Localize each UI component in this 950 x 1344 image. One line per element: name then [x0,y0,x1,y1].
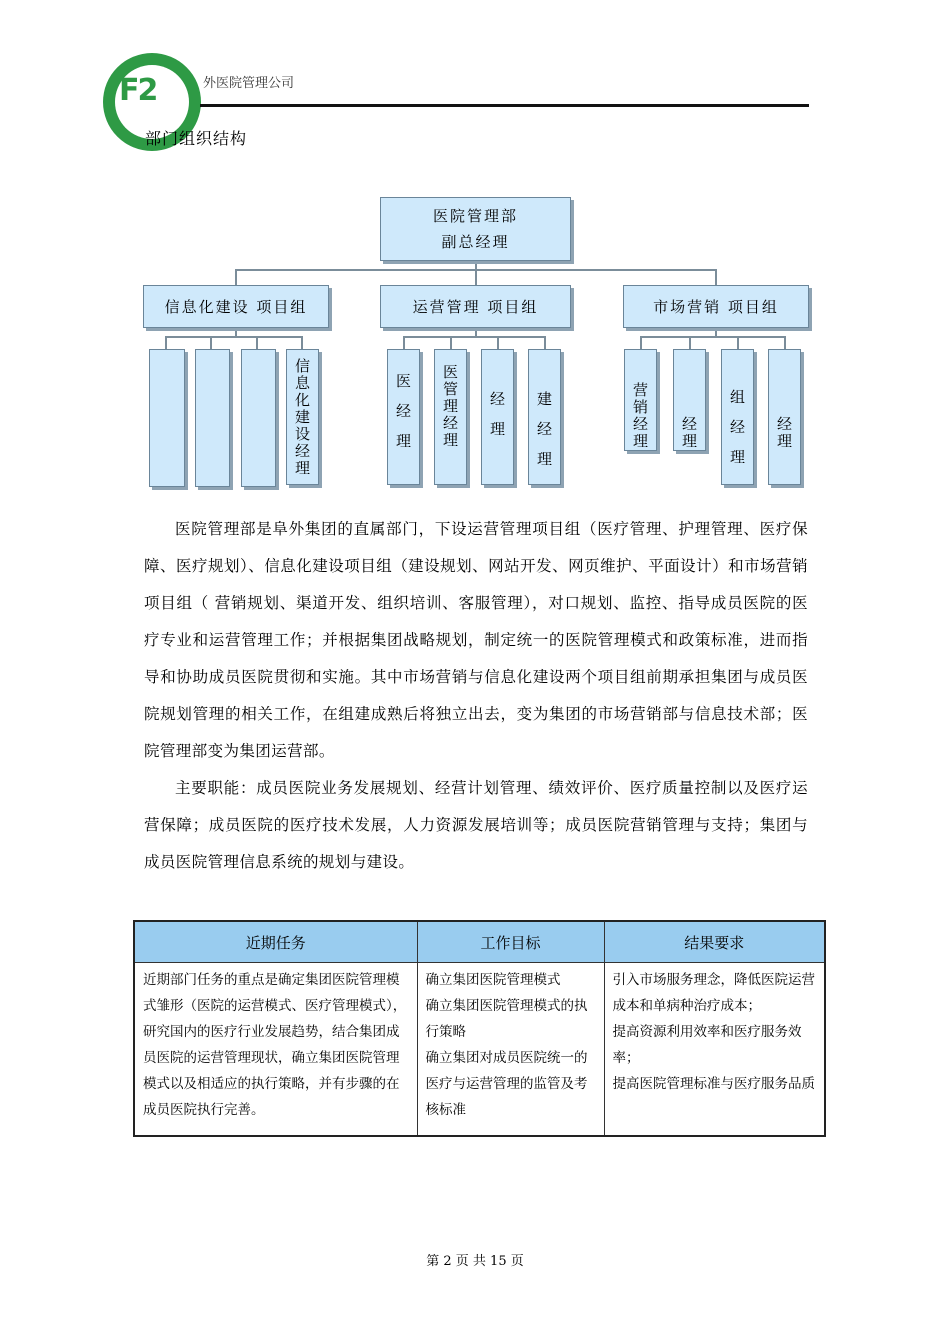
leaf-drop [450,336,452,349]
leaf-box [528,349,561,485]
group-box-marketing [623,285,809,328]
leaf-box [241,349,276,487]
leaf-box [624,349,657,451]
work-goals-cell [417,963,604,1137]
leaf-drop [403,336,405,349]
group2-bar [403,336,546,338]
goal-item: 确立集团对成员医院统一的医疗与运营管理的监管及考核标准 [425,1050,588,1118]
leaf-label: 组 经理 [729,388,745,466]
logo-mark: F2 [119,73,157,108]
result-item: 提高资源利用效率和医疗服务效率； [612,1024,802,1066]
recent-tasks-cell: 近期部门任务的重点是确定集团医院管理模式雏形（医院的运营模式、医疗管理模式），研究国内的医疗行业发展趋势，结合集团成员医院的运营管理现状，确立集团医院管理模式以及相适应的执行策略，并有步骤的在成员医院执行完善。 [134,963,417,1137]
leaf-drop [784,336,786,349]
group-label: 市场营销 项目组 [653,298,779,316]
leaf-box [286,349,319,485]
group-box-informatization [143,285,329,328]
leaf-box [195,349,230,487]
section-title: 部门组织结构 [145,129,248,148]
group-label: 信息化建设 项目组 [164,298,308,316]
leaf-drop [165,336,167,349]
group-label: 运营管理 项目组 [412,298,539,316]
leaf-box [768,349,801,485]
leaf-drop [497,336,499,349]
group3-bar [640,336,786,338]
leaf-drop [737,336,739,349]
leaf-box [721,349,754,485]
leaf-label: 医 经理 [395,372,411,450]
leaf-drop [640,336,642,349]
leaf-box [387,349,420,485]
leaf-label: 医 管理经理 [442,363,458,449]
page-number: 第 2 页 共 15 页 [426,1254,524,1269]
leaf-label: 经理 [776,415,792,450]
table-row [134,963,825,1137]
tasks-table [133,920,826,1137]
leaf-box [434,349,467,485]
body-paragraph-2: 主要职能：成员医院业务发展规划、经营计划管理、绩效评价、医疗质量控制以及医疗运营保障；成员医院的医疗技术发展，人力资源发展培训等；成员医院营销管理与支持；集团与成员医院管理信息系统的规划与建设。 [144,779,808,871]
group1-drop [235,269,237,285]
group-box-operations [380,285,571,328]
leaf-drop [301,336,303,349]
body-paragraph-1: 医院管理部是阜外集团的直属部门，下设运营管理项目组（医疗管理、护理管理、医疗保障、医疗规划）、信息化建设项目组（建设规划、网站开发、网页维护、平面设计）和市场营销项目组（ 营销规划、渠道开发、组织培训、客服管理），对口规划、监控、指导成员医院的医疗专业和运营管理工作；并根据集团战略规划，制定统一的医院管理模式和政策标准，进而指导和协助成员医院贯彻和实施。其中市场营销与信息化建设两个项目组前期承担集团与成员医院规划管理的相关工作，在组建成熟后将独立出去，变为集团的市场营销部与信息技术部；医院管理部变为集团运营部。 [144,520,808,760]
header-work-goals: 工作目标 [417,921,604,963]
header-company: 外医院管理公司 [203,76,295,91]
goal-item: 确立集团医院管理模式 [425,972,561,988]
leaf-drop [544,336,546,349]
leaf-box [149,349,185,487]
result-requirements-cell [604,963,825,1137]
leaf-label: 信息化建设经理 [294,357,310,477]
table-header-row [134,921,825,963]
leaf-label: 经理 [681,415,697,450]
leaf-label: 经 理 [489,390,505,438]
result-item: 提高医院管理标准与医疗服务品质 [612,1076,815,1092]
goal-item: 确立集团医院管理模式的执行策略 [425,998,588,1040]
group1-bar [165,336,303,338]
leaf-drop [210,336,212,349]
leaf-box [673,349,706,451]
org-root-box [380,197,571,261]
leaf-drop [256,336,258,349]
group2-drop [475,269,477,285]
leaf-label: 营销经理 [632,381,648,450]
header-recent-tasks: 近期任务 [134,921,417,963]
leaf-drop [689,336,691,349]
header-rule [200,104,809,107]
leaf-label: 建 经理 [536,390,552,468]
org-root-line1: 医院管理部 [432,207,518,225]
header-result-requirements: 结果要求 [604,921,825,963]
group3-drop [715,269,717,285]
org-root-line2: 副总经理 [441,233,510,251]
result-item: 引入市场服务理念，降低医院运营成本和单病种治疗成本； [612,972,815,1014]
leaf-box [481,349,514,485]
